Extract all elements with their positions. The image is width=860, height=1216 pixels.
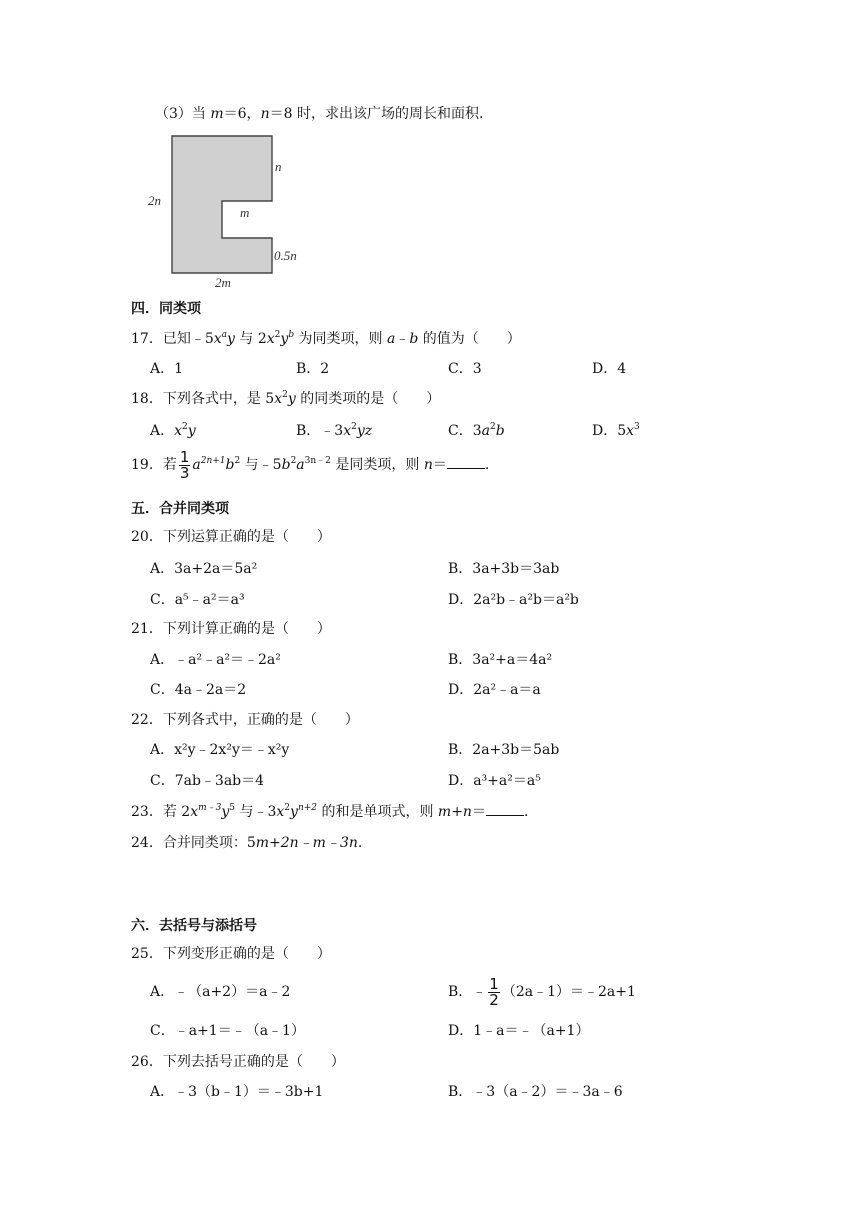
var: x (266, 331, 275, 347)
var: m+n (437, 804, 472, 820)
plaza-shape (172, 136, 272, 273)
question-25-stem (131, 945, 331, 963)
var: a (481, 423, 490, 439)
option-20-c: C．a⁵﹣a²＝a³ (150, 592, 245, 608)
var: x (274, 391, 283, 407)
question-17-stem (131, 330, 521, 348)
text: 下列各式中，是 5 (162, 391, 275, 407)
text: 的和是单项式，则 (317, 804, 438, 820)
text: 若 2 (162, 804, 191, 820)
text: 的值为（ ） (418, 331, 521, 347)
text: 的同类项的是（ ） (295, 391, 441, 407)
label-2m: 2m (215, 275, 231, 290)
text: 已知﹣5 (162, 331, 214, 347)
option-22-b: B．2a+3b＝5ab (448, 742, 560, 758)
option-18-a (150, 422, 196, 440)
question-number: 20． (131, 529, 163, 545)
var: a (387, 331, 396, 347)
text: 下列运算正确的是（ ） (162, 529, 331, 545)
text: 下列计算正确的是（ ） (162, 621, 331, 637)
option-22-d: D．a³+a²＝a⁵ (448, 773, 541, 789)
label-2n: 2n (148, 193, 161, 208)
var: y (187, 423, 196, 439)
var: b (409, 331, 419, 347)
exponent: 3 (634, 422, 640, 432)
text: 下列去括号正确的是（ ） (162, 1054, 345, 1070)
text: D．5 (592, 423, 627, 439)
question-number: 26． (131, 1054, 163, 1070)
var: x (343, 423, 352, 439)
exponent: 2 (274, 330, 281, 340)
option-25-d: D．1﹣a＝﹣（a+1） (448, 1023, 590, 1039)
text: 是同类项，则 (330, 457, 424, 473)
text: （3）当 (155, 106, 211, 122)
option-21-d: D．2a²﹣a＝a (448, 682, 541, 698)
var: x (190, 804, 199, 820)
text: 下列变形正确的是（ ） (162, 946, 331, 962)
exponent: 2 (284, 803, 291, 813)
label-n: n (275, 159, 282, 174)
option-20-a: A．3a+2a＝5a² (150, 561, 258, 577)
exponent: 2n+1 (200, 456, 226, 466)
option-26-a: A．﹣3（b﹣1）＝﹣3b+1 (150, 1084, 324, 1100)
option-25-a: A．﹣（a+2）＝a﹣2 (150, 984, 291, 1000)
option-18-d (592, 422, 640, 440)
question-number: 19． (131, 457, 163, 473)
text: . (484, 457, 490, 473)
option-26-b: B．﹣3（a﹣2）＝﹣3a﹣6 (448, 1084, 623, 1100)
question-22-stem (131, 711, 359, 729)
option-20-d: D．2a²b﹣a²b＝a²b (448, 592, 579, 608)
text: ＝ (432, 457, 447, 473)
exponent: 2 (290, 456, 297, 466)
exponent: 3n﹣2 (304, 456, 331, 466)
exponent: 2 (489, 422, 496, 432)
exponent: 2 (351, 422, 357, 432)
var: a (296, 457, 305, 473)
option-20-b: B．3a+3b＝3ab (448, 561, 560, 577)
var: y (290, 804, 298, 820)
exponent: a (221, 330, 228, 340)
option-18-b (296, 422, 372, 440)
text: . (357, 835, 363, 851)
text: B．﹣ (448, 984, 487, 1000)
var-m: m (210, 106, 224, 122)
section-heading-5: 五．合并同类项 (131, 501, 229, 517)
question-21-stem (131, 620, 331, 638)
option-25-b (448, 974, 636, 1010)
var: y (287, 391, 296, 407)
text: 下列各式中，正确的是（ ） (162, 712, 359, 728)
option-21-c: C．4a﹣2a＝2 (150, 682, 247, 698)
question-26-stem (131, 1053, 345, 1071)
var: yz (356, 423, 373, 439)
fraction-one-third (179, 447, 191, 482)
exponent: m﹣3 (198, 803, 222, 813)
option-21-b: B．3a²+a＝4a² (448, 652, 553, 668)
numerator: 1 (179, 447, 190, 466)
option-25-c: C．﹣a+1＝﹣（a﹣1） (150, 1023, 305, 1039)
option-21-a: A．﹣a²﹣a²＝﹣2a² (150, 652, 281, 668)
question-number: 18． (131, 391, 163, 407)
exponent: n+2 (297, 803, 318, 813)
var-n: n (260, 106, 270, 122)
question-number: 22． (131, 712, 163, 728)
text: 若 (162, 457, 177, 473)
exponent: b (288, 330, 295, 340)
text: 与 2 (234, 331, 267, 347)
option-17-b: B．2 (296, 361, 330, 377)
section-heading-6: 六．去括号与添括号 (131, 918, 257, 934)
text: . (523, 804, 529, 820)
var: a (192, 457, 201, 473)
question-number: 25． (131, 946, 163, 962)
var: b (281, 457, 291, 473)
question-19-stem (131, 448, 489, 482)
var: n (423, 457, 433, 473)
answer-blank[interactable] (486, 803, 524, 816)
option-17-a: A．1 (150, 361, 184, 377)
question-24-stem (131, 834, 362, 852)
exponent: 2 (182, 422, 188, 432)
square-plaza-figure (145, 133, 315, 293)
question-3-subpart (155, 105, 483, 123)
question-18-stem (131, 390, 440, 408)
text: ＝6， (223, 106, 261, 122)
option-17-c: C．3 (448, 361, 482, 377)
answer-blank[interactable] (447, 456, 485, 469)
text: 为同类项，则 (294, 331, 387, 347)
text: 合并同类项：5 (162, 835, 256, 851)
text: A． (150, 423, 175, 439)
exponent: 5 (229, 803, 236, 813)
option-18-c (448, 422, 505, 440)
var: x (626, 423, 635, 439)
text: 与﹣5 (240, 457, 282, 473)
numerator: 1 (489, 974, 499, 993)
text: ﹣ (395, 331, 410, 347)
var: y (280, 331, 289, 347)
var: x (213, 331, 222, 347)
label-0-5n: 0.5n (274, 248, 297, 263)
exponent: 2 (282, 390, 288, 400)
text: ＝8 时，求出该广场的周长和面积. (269, 106, 484, 122)
expression: m+2n﹣m﹣3n (255, 835, 358, 851)
question-23-stem (131, 803, 528, 821)
var: y (221, 804, 230, 820)
section-heading-4: 四．同类项 (131, 301, 201, 317)
var: x (174, 423, 183, 439)
var: b (495, 423, 505, 439)
text: 与﹣3 (235, 804, 277, 820)
fraction-one-half (488, 974, 500, 1009)
question-20-stem (131, 528, 331, 546)
question-number: 24． (131, 835, 163, 851)
question-number: 21． (131, 621, 163, 637)
option-22-a: A．x²y﹣2x²y＝﹣x²y (150, 742, 290, 758)
denominator: 3 (179, 463, 190, 482)
exponent: 2 (234, 456, 241, 466)
text: （2a﹣1）＝﹣2a+1 (501, 984, 636, 1000)
denominator: 2 (489, 990, 499, 1009)
label-m: m (240, 205, 250, 220)
var: y (227, 331, 235, 347)
text: C．3 (448, 423, 482, 439)
var: x (276, 804, 285, 820)
text: ＝ (471, 804, 486, 820)
question-number: 23． (131, 804, 163, 820)
option-22-c: C．7ab﹣3ab＝4 (150, 773, 265, 789)
question-number: 17． (131, 331, 163, 347)
text: B．﹣3 (296, 423, 344, 439)
var: b (225, 457, 235, 473)
option-17-d: D．4 (592, 361, 627, 377)
